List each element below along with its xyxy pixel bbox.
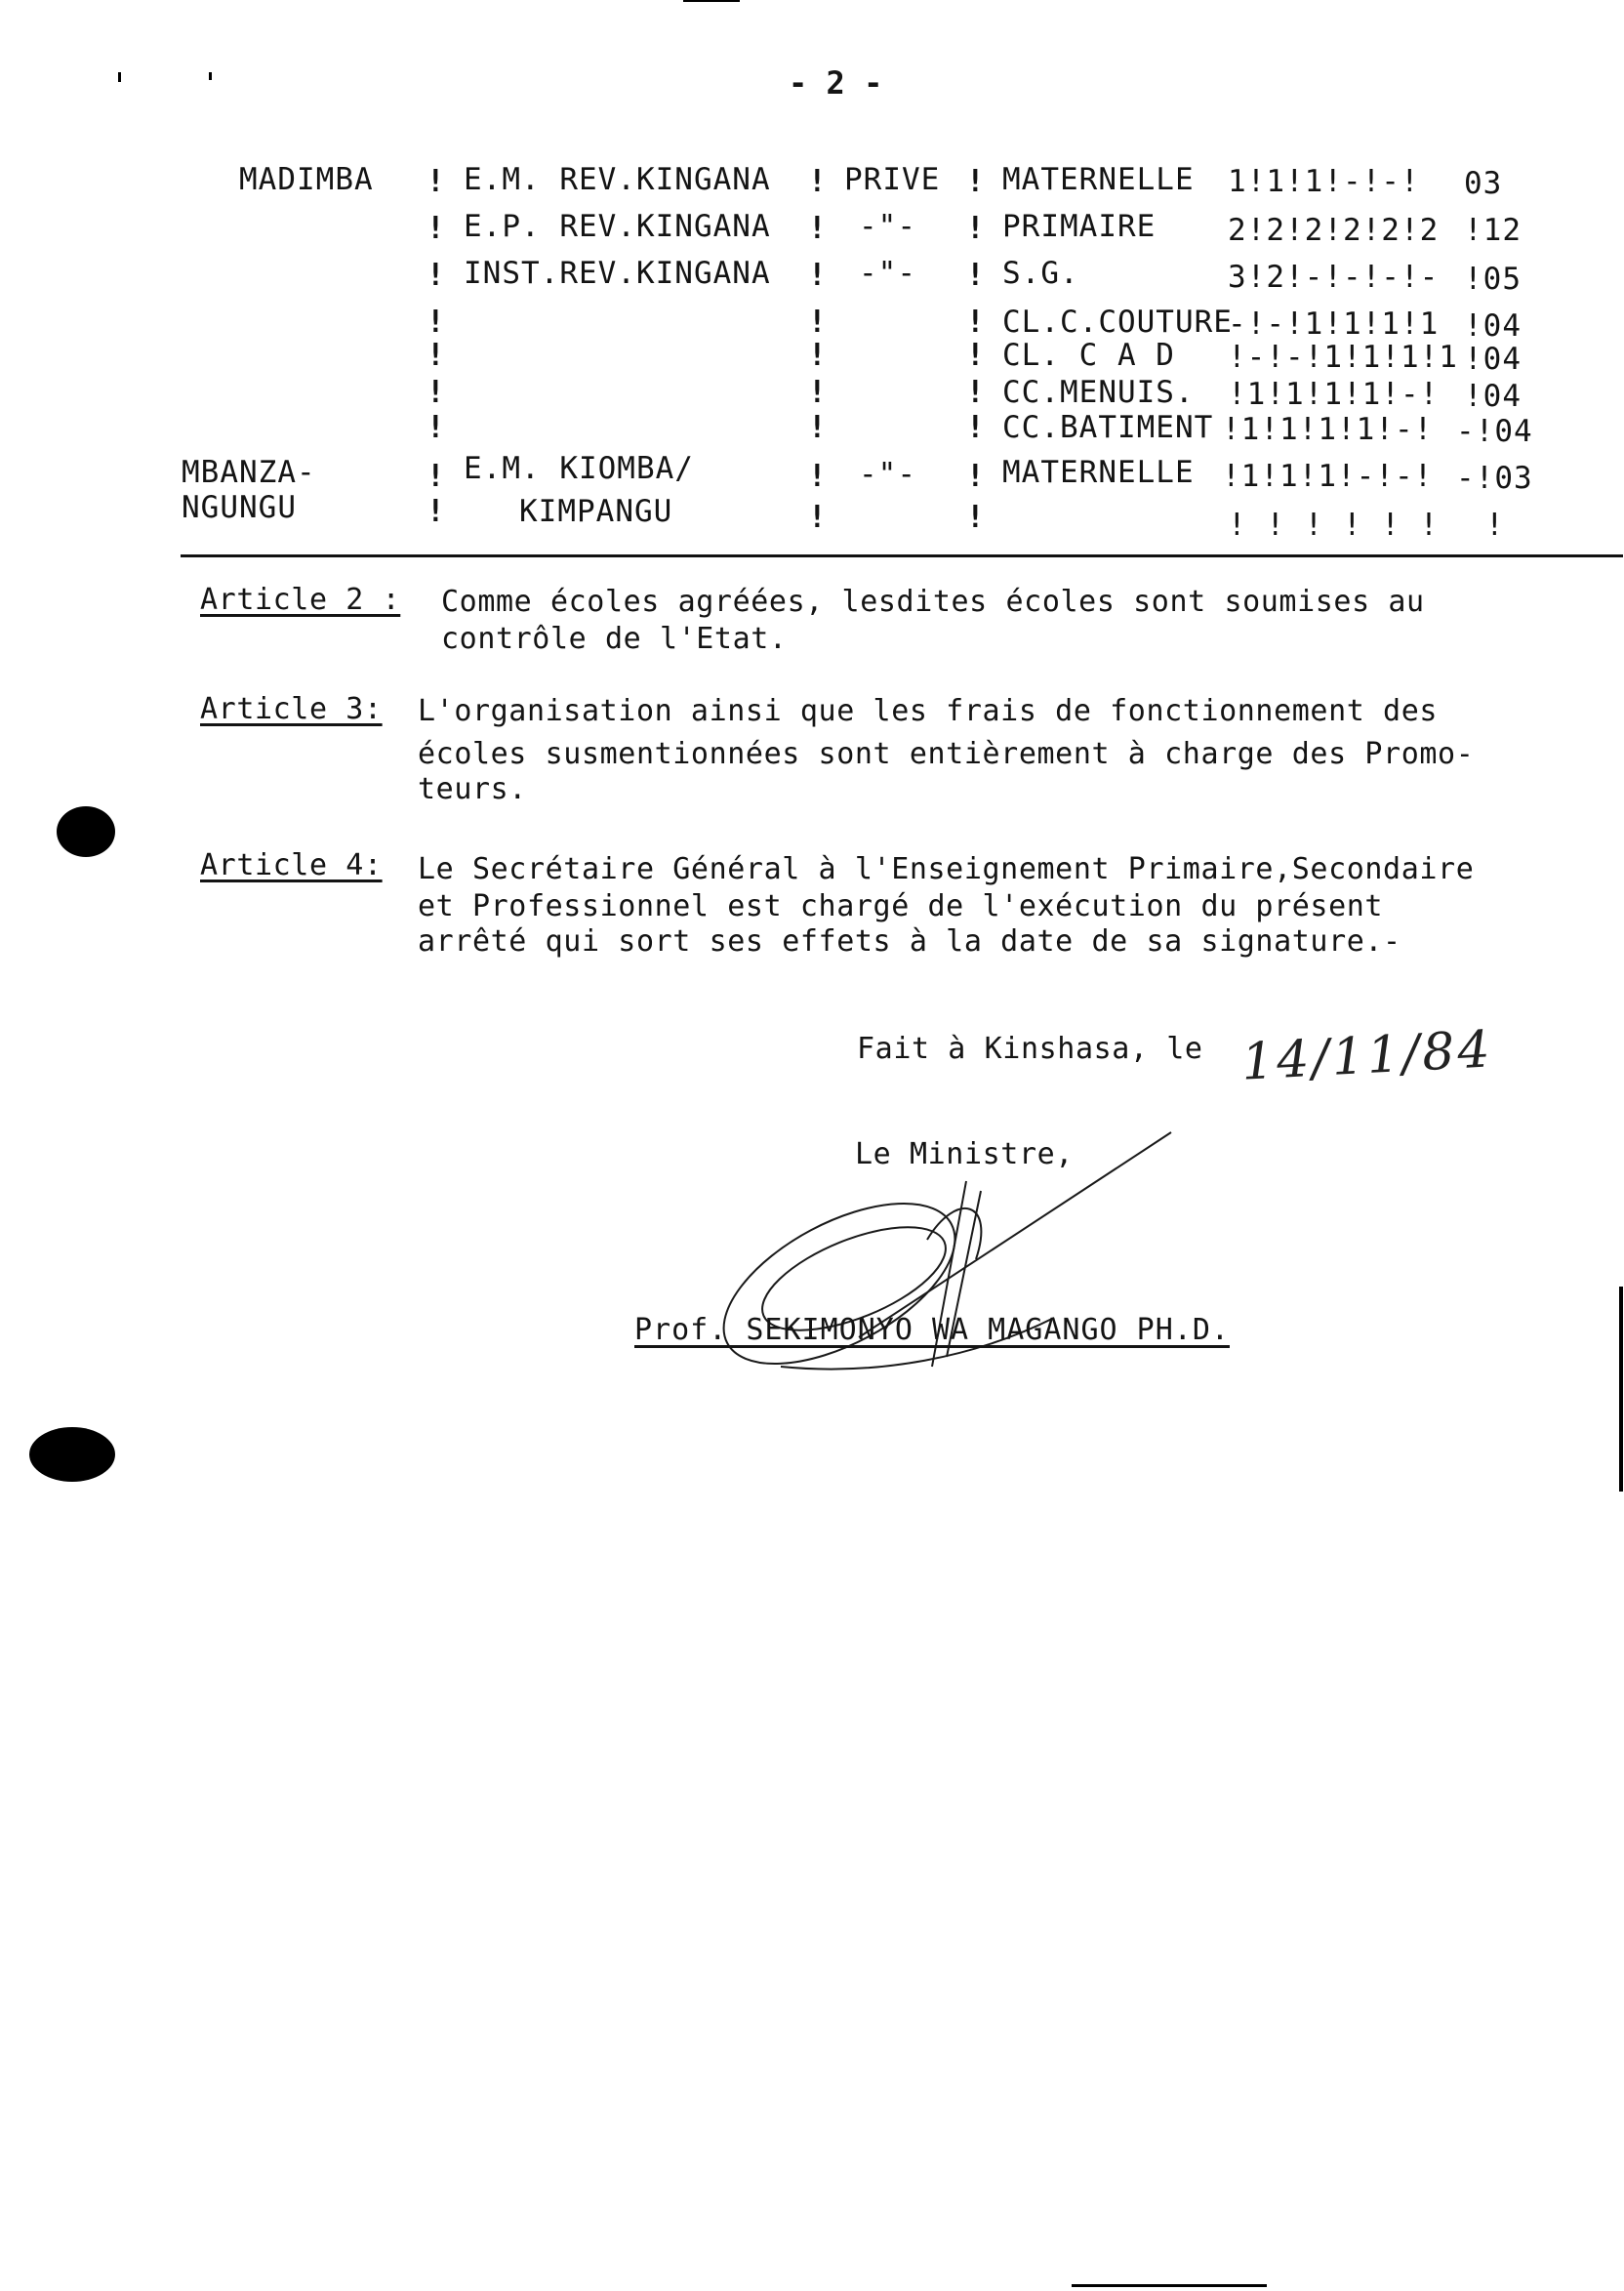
column-separator: !	[426, 410, 445, 445]
column-separator: !	[808, 338, 827, 373]
column-separator: !	[808, 305, 827, 340]
table-cell-total: !05	[1464, 262, 1522, 297]
table-cell-level: CL. C A D	[1002, 338, 1175, 373]
scan-mark-left	[118, 72, 121, 82]
table-cell-total: !04	[1464, 342, 1522, 377]
signatory-name: Prof. SEKIMONYO WA MAGANGO PH.D.	[634, 1313, 1230, 1347]
article-text-line: Comme écoles agréées, lesdites écoles sont soumises au	[441, 585, 1425, 619]
table-bottom-rule	[181, 554, 1623, 557]
table-cell-level: S.G.	[1002, 256, 1079, 291]
table-cell-grid: !1!1!1!1!-!	[1222, 412, 1434, 447]
table-cell-school: INST.REV.KINGANA	[464, 256, 771, 291]
column-separator: !	[808, 164, 827, 199]
column-separator: !	[426, 375, 445, 410]
column-separator: !	[426, 211, 445, 246]
signature-scribble	[683, 1113, 1191, 1396]
article-label: Article 3:	[200, 692, 383, 726]
table-cell-grid: 3!2!-!-!-!-	[1228, 260, 1440, 295]
table-cell-total: -!03	[1456, 461, 1533, 496]
page-number: - 2 -	[789, 64, 883, 102]
scan-line-top	[683, 0, 740, 2]
table-cell-regime: -"-	[859, 209, 916, 244]
table-cell-grid: 2!2!2!2!2!2	[1228, 213, 1440, 248]
column-separator: !	[426, 258, 445, 293]
table-cell-school: KIMPANGU	[519, 494, 673, 529]
table-cell-level: MATERNELLE	[1002, 455, 1195, 490]
table-cell-school: E.P. REV.KINGANA	[464, 209, 771, 244]
column-separator: !	[426, 164, 445, 199]
table-cell-level: MATERNELLE	[1002, 162, 1195, 197]
table-cell-level: CL.C.COUTURE	[1002, 305, 1233, 340]
table-cell-regime: -"-	[859, 457, 916, 492]
table-cell-grid: 1!1!1!-!-!	[1228, 164, 1420, 199]
column-separator: !	[966, 375, 985, 410]
table-cell-location: MADIMBA	[239, 162, 374, 197]
table-cell-school: E.M. KIOMBA/	[464, 451, 694, 486]
column-separator: !	[426, 459, 445, 494]
table-cell-total: 03	[1464, 166, 1503, 201]
article-text-line: contrôle de l'Etat.	[441, 622, 788, 656]
table-cell-level: CC.BATIMENT	[1002, 410, 1214, 445]
table-cell-grid: ! ! ! ! ! !	[1228, 508, 1440, 543]
column-separator: !	[808, 410, 827, 445]
article-text-line: et Professionnel est chargé de l'exécution du présent	[418, 889, 1384, 923]
column-separator: !	[808, 500, 827, 535]
column-separator: !	[808, 459, 827, 494]
table-cell-total: !04	[1464, 379, 1522, 414]
place-date-line: Fait à Kinshasa, le	[857, 1032, 1203, 1066]
article-text-line: écoles susmentionnées sont entièrement à charge des Promo-	[418, 737, 1475, 771]
column-separator: !	[966, 258, 985, 293]
punch-hole-top	[57, 806, 115, 857]
column-separator: !	[426, 305, 445, 340]
article-label: Article 2 :	[200, 583, 401, 617]
article-text-line: Le Secrétaire Général à l'Enseignement Primaire,Secondaire	[418, 852, 1475, 886]
column-separator: !	[426, 494, 445, 529]
column-separator: !	[966, 211, 985, 246]
table-cell-school: E.M. REV.KINGANA	[464, 162, 771, 197]
punch-hole-bottom	[29, 1427, 115, 1482]
table-cell-regime: -"-	[859, 256, 916, 291]
table-cell-location: MBANZA-	[182, 455, 316, 490]
table-cell-grid: -!-!1!1!1!1	[1228, 307, 1440, 342]
table-cell-total: !	[1485, 508, 1505, 543]
column-separator: !	[966, 410, 985, 445]
scan-line-bottom	[1072, 2284, 1267, 2287]
table-cell-total: !04	[1464, 308, 1522, 344]
column-separator: !	[808, 258, 827, 293]
table-cell-level: PRIMAIRE	[1002, 209, 1157, 244]
handwritten-date: 14/11/84	[1239, 1020, 1494, 1092]
scan-mark-left-2	[209, 72, 212, 80]
article-text-line: L'organisation ainsi que les frais de fonctionnement des	[418, 694, 1439, 728]
column-separator: !	[808, 211, 827, 246]
article-label: Article 4:	[200, 848, 383, 882]
article-text-line: teurs.	[418, 772, 527, 806]
minister-title: Le Ministre,	[855, 1137, 1074, 1171]
table-cell-regime: PRIVE	[844, 162, 941, 197]
column-separator: !	[966, 305, 985, 340]
column-separator: !	[966, 164, 985, 199]
column-separator: !	[966, 459, 985, 494]
table-cell-grid: !-!-!1!1!1!1	[1228, 340, 1458, 375]
table-cell-total: !12	[1464, 213, 1522, 248]
table-cell-grid: !1!1!1!1!-!	[1228, 377, 1440, 412]
column-separator: !	[966, 500, 985, 535]
article-text-line: arrêté qui sort ses effets à la date de sa signature.-	[418, 924, 1401, 959]
table-cell-total: -!04	[1456, 414, 1533, 449]
scan-edge-right	[1619, 1287, 1623, 1492]
table-cell-location: NGUNGU	[182, 490, 297, 525]
table-cell-level: CC.MENUIS.	[1002, 375, 1195, 410]
column-separator: !	[426, 338, 445, 373]
column-separator: !	[966, 338, 985, 373]
column-separator: !	[808, 375, 827, 410]
table-cell-grid: !1!1!1!-!-!	[1222, 459, 1434, 494]
